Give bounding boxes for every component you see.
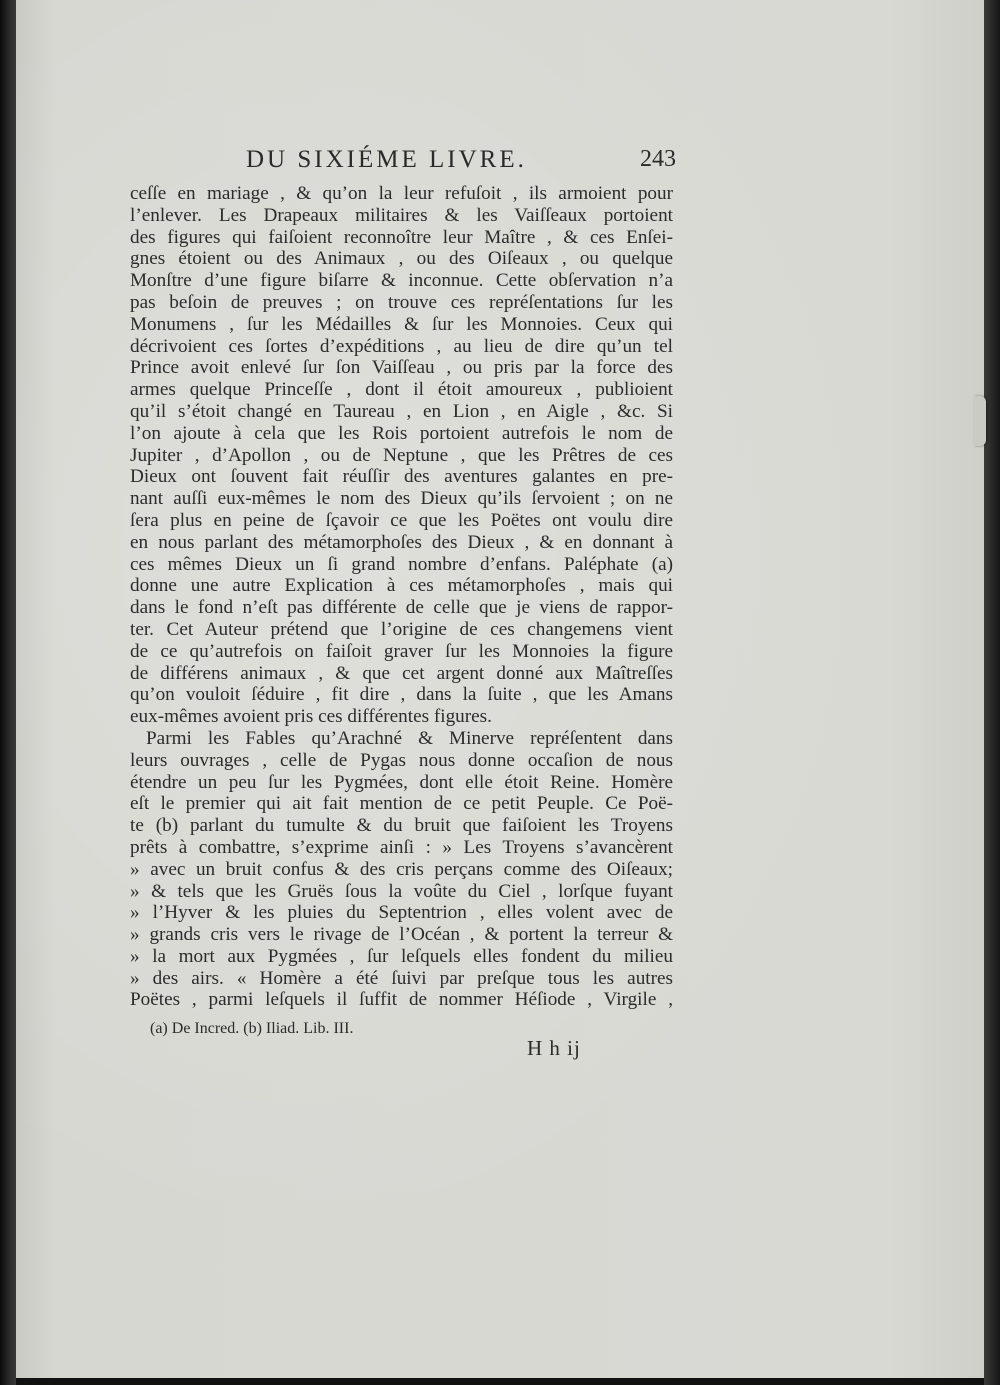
text-line: de différens animaux , & que cet argent donné aux Maîtreſſes bbox=[130, 662, 673, 684]
text-line: Poëtes , parmi leſquels il ſuffit de nommer Héſiode , Virgile , bbox=[130, 989, 673, 1011]
body-text bbox=[130, 183, 673, 1011]
text-line: nant auſſi eux-mêmes le nom des Dieux qu’ils ſervoient ; on ne bbox=[130, 488, 673, 510]
text-line: dans le fond n’eſt pas différente de celle que je viens de rappor- bbox=[130, 597, 673, 619]
text-line: l’on ajoute à cela que les Rois portoient autrefois le nom de bbox=[130, 422, 673, 444]
text-line: » l’Hyver & les pluies du Septentrion , elles volent avec de bbox=[130, 902, 673, 924]
text-line: » grands cris vers le rivage de l’Océan , & portent la terreur & bbox=[130, 924, 673, 946]
text-line: en nous parlant des métamorphoſes des Dieux , & en donnant à bbox=[130, 531, 673, 553]
text-line: » avec un bruit confus & des cris perçans comme des Oiſeaux; bbox=[130, 858, 673, 880]
text-line: ter. Cet Auteur prétend que l’origine de ces changemens vient bbox=[130, 618, 673, 640]
text-line: ces mêmes Dieux un ſi grand nombre d’enfans. Paléphate (a) bbox=[130, 553, 673, 575]
text-line: qu’on vouloit ſéduire , fit dire , dans la ſuite , que les Amans bbox=[130, 684, 673, 706]
footnotes: (a) De Incred. (b) Iliad. Lib. III. bbox=[150, 1020, 354, 1037]
page-tab bbox=[974, 396, 986, 446]
text-line: te (b) parlant du tumulte & du bruit que faiſoient les Troyens bbox=[130, 815, 673, 837]
text-line: leurs ouvrages , celle de Pygas nous donne occaſion de nous bbox=[130, 749, 673, 771]
paragraph-end-line: eux-mêmes avoient pris ces différentes figures. bbox=[130, 706, 492, 728]
binding-edge bbox=[0, 0, 16, 1385]
text-line: décrivoient ces ſortes d’expéditions , au lieu de dire qu’un tel bbox=[130, 335, 673, 357]
text-line: Monumens , ſur les Médailles & ſur les Monnoies. Ceux qui bbox=[130, 313, 673, 335]
text-line: de ce qu’autrefois on faiſoit graver ſur les Monnoies la figure bbox=[130, 640, 673, 662]
text-line: étendre un peu ſur les Pygmées, dont elle étoit Reine. Homère bbox=[130, 771, 673, 793]
text-line: Monſtre d’une figure biſarre & inconnue. Cette obſervation n’a bbox=[130, 270, 673, 292]
page-header bbox=[246, 146, 676, 178]
text-line: pas beſoin de preuves ; on trouve ces repréſentations ſur les bbox=[130, 291, 673, 313]
page-number: 243 bbox=[640, 146, 676, 172]
text-line: Dieux ont ſouvent fait réuſſir des aventures galantes en pre- bbox=[130, 466, 673, 488]
text-line: des figures qui faiſoient reconnoître leur Maître , & ces Enſei- bbox=[130, 226, 673, 248]
text-line: qu’il s’étoit changé en Taureau , en Lion , en Aigle , &c. Si bbox=[130, 400, 673, 422]
text-line: Prince avoit enlevé ſur ſon Vaiſſeau , ou pris par la force des bbox=[130, 357, 673, 379]
text-line: ſera plus en peine de ſçavoir ce que les Poëtes ont voulu dire bbox=[130, 509, 673, 531]
text-line: armes quelque Princeſſe , dont il étoit amoureux , publioient bbox=[130, 379, 673, 401]
paragraph-start-line: Parmi les Fables qu’Arachné & Minerve repréſentent dans bbox=[146, 727, 673, 749]
text-line: l’enlever. Les Drapeaux militaires & les Vaiſſeaux portoient bbox=[130, 204, 673, 226]
text-line: eſt le premier qui ait fait mention de ce petit Peuple. Ce Poë- bbox=[130, 793, 673, 815]
text-line: ceſſe en mariage , & qu’on la leur refuſoit , ils armoient pour bbox=[130, 183, 673, 204]
text-line: prêts à combattre, s’exprime ainſi : » Les Troyens s’avancèrent bbox=[130, 836, 673, 858]
text-line: donne une autre Explication à ces métamorphoſes , mais qui bbox=[130, 575, 673, 597]
text-line: » la mort aux Pygmées , ſur leſquels elles fondent du milieu bbox=[130, 945, 673, 967]
text-line: gnes étoient ou des Animaux , ou des Oiſeaux , ou quelque bbox=[130, 248, 673, 270]
text-line: Jupiter , d’Apollon , ou de Neptune , que les Prêtres de ces bbox=[130, 444, 673, 466]
text-line: » des airs. « Homère a été ſuivi par preſque tous les autres bbox=[130, 967, 673, 989]
running-title: DU SIXIÉME LIVRE. bbox=[246, 146, 527, 173]
page-edge-shadow bbox=[984, 0, 1000, 1385]
signature-mark: H h ij bbox=[527, 1036, 581, 1060]
text-line: » & tels que les Gruës ſous la voûte du Ciel , lorſque fuyant bbox=[130, 880, 673, 902]
